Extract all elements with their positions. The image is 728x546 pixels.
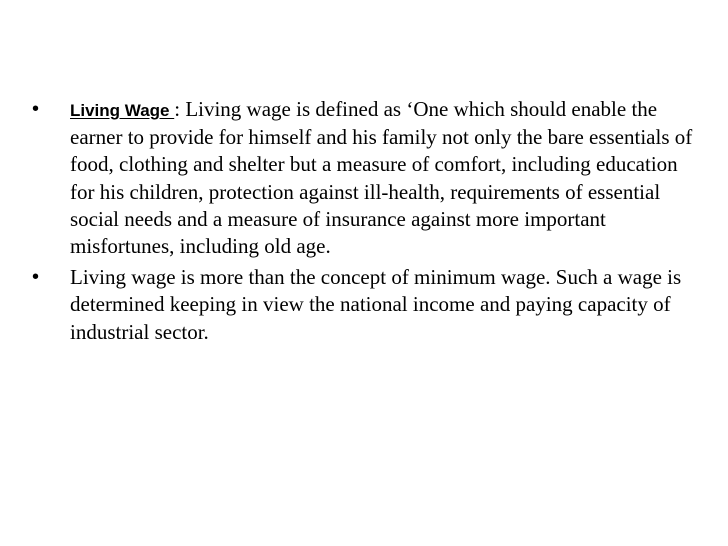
bullet-icon: • <box>32 98 40 120</box>
bullet-icon: • <box>32 266 40 289</box>
bullet-item-living-vs-minimum-wage <box>32 264 704 346</box>
definition-text: Living wage is defined as ‘One which should enable the earner to provide for himself and his family not only the bare essentials of food, clothing and shelter but a measure of comfort, including education for his children, protection against ill-health, requirements of essential social needs and a measure of insurance against more important misfortunes, including old age. <box>70 97 693 259</box>
bullet-item-living-wage-definition <box>32 96 704 260</box>
bullet-list <box>32 96 704 350</box>
term-living-wage: Living Wage <box>70 101 175 120</box>
term-separator: : <box>174 97 186 121</box>
comparison-text: Living wage is more than the concept of minimum wage. Such a wage is determined keeping in view the national income and paying capacity of industrial sector. <box>70 265 682 344</box>
